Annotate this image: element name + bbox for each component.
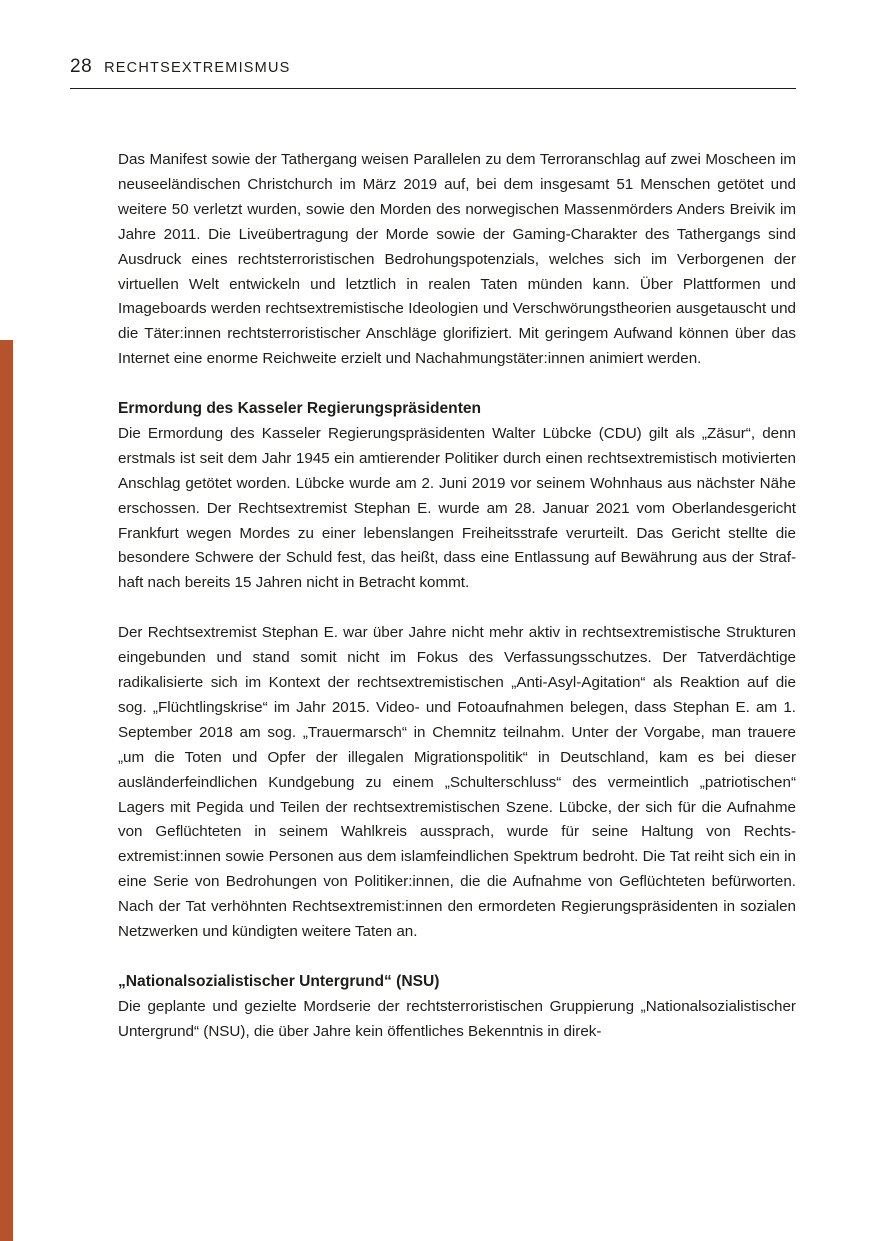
page-body bbox=[118, 148, 796, 1045]
nsu-paragraph: Die geplante und gezielte Mordserie der rechtsterroristischen Gruppierung „Nationalsozialistischer Untergrund“ (NSU), die über Jahre kein öffentliches Bekenntnis in direk- bbox=[118, 997, 796, 1040]
kassel-paragraph-2: Der Rechtsextremist Stephan E. war über Jahre nicht mehr aktiv in rechtsextremistische Strukturen eingebunden und stand somit nicht im Fokus des Verfassungsschutzes. Der Tatverdächtige radikalisierte sich im Kontext der rechtsextremistischen „Anti-Asyl-Agitation“ als Reaktion auf die sog. „Flüchtlingskrise“ im Jahr 2015. Video- und Fotoaufnahmen belegen, dass Stephan E. am 1. September 2018 am sog. „Trauermarsch“ in Chemnitz teilnahm. Unter der Vorgabe, man trauere „um die Toten und Opfer der illegalen Migrationspolitik“ in Deutschland, kam es bei dieser ausländerfeindlichen Kundgebung zu einem „Schulterschluss“ des vermeintlich „patriotischen“ Lagers mit Pegida und Teilen der rechtsextremistischen Szene. Lübcke, der sich für die Aufnahme von Geflüchteten in seinem Wahlkreis aussprach, wurde für seine Haltung von Rechtsextremist:innen sowie Personen aus dem islamfeindlichen Spektrum bedroht. Die Tat reiht sich ein in eine Serie von Bedrohungen von Politiker:innen, die die Aufnahme von Geflüchteten befürworten. Nach der Tat verhöhnten Rechtsextremist:innen den ermordeten Regierungspräsidenten in sozialen Netzwerken und kündigten weitere Taten an. bbox=[118, 624, 796, 941]
page-number: 28 bbox=[70, 56, 93, 77]
running-header bbox=[70, 56, 796, 89]
paragraph-spacer bbox=[118, 945, 796, 970]
paragraph-spacer bbox=[118, 596, 796, 621]
kassel-paragraph-1: Die Ermordung des Kasseler Regierungspräsidenten Walter Lübcke (CDU) gilt als „Zäsur“, denn erstmals ist seit dem Jahr 1945 ein amtierender Politiker durch einen rechtsextremistisch motivierten Anschlag getötet worden. Lübcke wurde am 2. Juni 2019 vor seinem Wohnhaus aus nächster Nähe erschossen. Der Rechtsextremist Stephan E. wurde am 28. Januar 2021 vom Oberlandesgericht Frankfurt wegen Mordes zu einer lebenslangen Freiheitsstrafe verurteilt. Das Gericht stellte die besondere Schwere der Schuld fest, das heißt, dass eine Entlassung auf Bewährung aus der Strafhaft nach bereits 15 Jahren nicht in Betracht kommt. bbox=[118, 424, 796, 592]
section-heading-nsu: „Nationalsozialistischer Untergrund“ (NSU) bbox=[118, 972, 440, 990]
accent-side-bar bbox=[0, 340, 13, 1241]
paragraph-spacer bbox=[118, 372, 796, 397]
section-heading-kassel: Ermordung des Kasseler Regierungspräsidenten bbox=[118, 400, 482, 418]
intro-paragraph: Das Manifest sowie der Tathergang weisen Parallelen zu dem Terroranschlag auf zwei Moscheen im neuseeländischen Christchurch im März 2019 auf, bei dem insgesamt 51 Menschen getötet und weitere 50 verletzt wurden, sowie den Morden des norwegischen Massenmörders Anders Breivik im Jahre 2011. Die Liveübertragung der Morde sowie der Gaming-Charakter des Tathergangs sind Ausdruck eines rechtsterroristischen Bedrohungspotenzials, welches sich im Verborgenen der virtuellen Welt entwickeln und letztlich in realen Taten münden kann. Über Plattformen und Imageboards werden rechtsextremistische Ideologien und Verschwörungstheorien ausgetauscht und die Täter:innen rechtsterroristischer Anschläge glorifiziert. Mit geringem Aufwand können über das Internet eine enorme Reichweite erzielt und Nachahmungstäter:innen animiert werden. bbox=[118, 151, 796, 368]
running-title: RECHTSEXTREMISMUS bbox=[104, 60, 291, 76]
